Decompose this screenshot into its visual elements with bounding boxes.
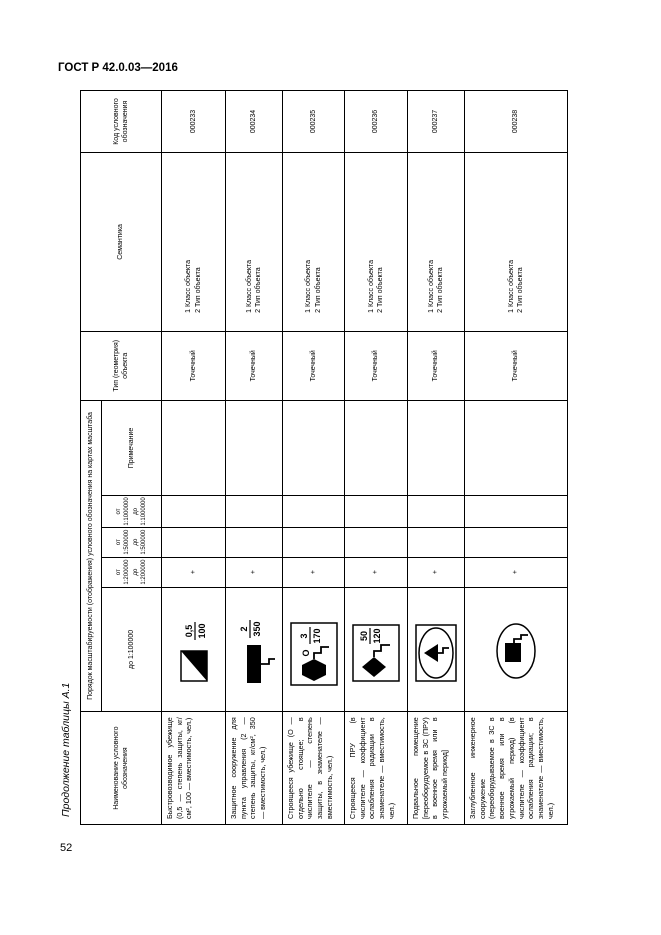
svg-text:120: 120 — [372, 628, 382, 644]
row-symbol — [162, 587, 226, 712]
row-scale-200k: + — [162, 557, 226, 587]
row-semantics: 1 Класс объекта 2 Тип объекта — [408, 152, 465, 331]
basement-shelter-symbol — [412, 609, 460, 689]
row-geom: Точечный — [408, 331, 465, 400]
svg-text:0,5: 0,5 — [183, 625, 194, 638]
col-header-code: Код условного обозначения — [81, 91, 162, 153]
row-symbol — [408, 587, 465, 712]
svg-text:3: 3 — [298, 633, 309, 639]
svg-text:50: 50 — [359, 631, 369, 642]
symbols-table — [80, 90, 568, 825]
row-name: Заглубленное инженерное сооружение (переоборудываемое в ЗС в военное время или в угрожаемый период) (в числителе — коэффициент ослабления радиации; в знаменателе — вместимость, чел.) — [465, 712, 568, 825]
col-header-note: Примечание — [102, 400, 162, 496]
shelter-under-construction-symbol — [288, 609, 340, 689]
col-header-scale-500k: от 1:500000 до 1:500000 — [102, 527, 162, 557]
col-header-name: Наименование условного обозначения — [81, 712, 162, 825]
row-name: Строящееся убежище (О — отдельно стоящее; в числителе — степень защиты, в знаменателе — вместимость, чел.) — [283, 712, 345, 825]
row-semantics: 1 Класс объекта 2 Тип объекта — [345, 152, 408, 331]
col-header-scale-200k: от 1:200000 до 1:200000 — [102, 557, 162, 587]
row-code: 000234 — [226, 91, 283, 153]
row-geom: Точечный — [162, 331, 226, 400]
row-semantics: 1 Класс объекта 2 Тип объекта — [283, 152, 345, 331]
row-symbol — [283, 587, 345, 712]
buried-engineering-structure-symbol — [492, 609, 540, 689]
row-geom: Точечный — [226, 331, 283, 400]
row-geom: Точечный — [283, 331, 345, 400]
svg-text:2: 2 — [239, 626, 249, 632]
row-scale-200k: + — [283, 557, 345, 587]
row-geom: Точечный — [465, 331, 568, 400]
row-symbol — [226, 587, 283, 712]
pru-under-construction-symbol — [350, 609, 402, 689]
row-name: Быстровозводимое убежище (0,5 — степень защиты, кг/см², 100 — вместимость, чел.) — [162, 712, 226, 825]
col-header-scale-1m: от 1:1000000 до 1:1000000 — [102, 496, 162, 527]
table-row — [408, 91, 465, 825]
table-row — [283, 91, 345, 825]
command-post-shelter-symbol — [231, 609, 277, 689]
row-scale-200k: + — [408, 557, 465, 587]
row-code: 000233 — [162, 91, 226, 153]
row-semantics: 1 Класс объекта 2 Тип объекта — [226, 152, 283, 331]
svg-text:100: 100 — [196, 623, 207, 639]
row-code: 000237 — [408, 91, 465, 153]
row-semantics: 1 Класс объекта 2 Тип объекта — [162, 152, 226, 331]
table-row — [162, 91, 226, 825]
col-header-scale-group: Порядок масштабируемости (отображения) условного обозначения на картах масштаба — [81, 400, 102, 712]
col-header-semantics: Семантика — [81, 152, 162, 331]
svg-text:350: 350 — [252, 621, 262, 637]
row-code: 000238 — [465, 91, 568, 153]
table-row — [465, 91, 568, 825]
row-name: Защитное сооружение для пункта управления (2 — степень защиты, кг/см², 350 — вместимость, чел.) — [226, 712, 283, 825]
page-number: 52 — [60, 842, 73, 854]
table-row — [226, 91, 283, 825]
row-symbol — [465, 587, 568, 712]
row-scale-200k: + — [226, 557, 283, 587]
col-header-geom: Тип (геометрия) объекта — [81, 331, 162, 400]
rotated-table-block — [60, 90, 568, 825]
document-header: ГОСТ Р 42.0.03—2016 — [58, 62, 178, 74]
table-caption: Продолжение таблицы А.1 — [60, 682, 72, 817]
row-name: Строящееся ПРУ (в числителе — коэффициент ослабления радиации в знаменателе — вместимость, чел.) — [345, 712, 408, 825]
col-header-scale-100k: до 1:100000 — [102, 587, 162, 712]
row-semantics: 1 Класс объекта 2 Тип объекта — [465, 152, 568, 331]
rapid-shelter-symbol — [171, 609, 217, 689]
row-code: 000236 — [345, 91, 408, 153]
row-name: Подвальное помещение [переоборудуемое в ЗС (ПРУ) в военное время или в угрожаемый период] — [408, 712, 465, 825]
svg-text:О: О — [300, 649, 311, 657]
row-scale-200k: + — [345, 557, 408, 587]
row-geom: Точечный — [345, 331, 408, 400]
row-symbol — [345, 587, 408, 712]
svg-text:170: 170 — [311, 628, 322, 644]
row-scale-200k: + — [465, 557, 568, 587]
row-code: 000235 — [283, 91, 345, 153]
table-row — [345, 91, 408, 825]
